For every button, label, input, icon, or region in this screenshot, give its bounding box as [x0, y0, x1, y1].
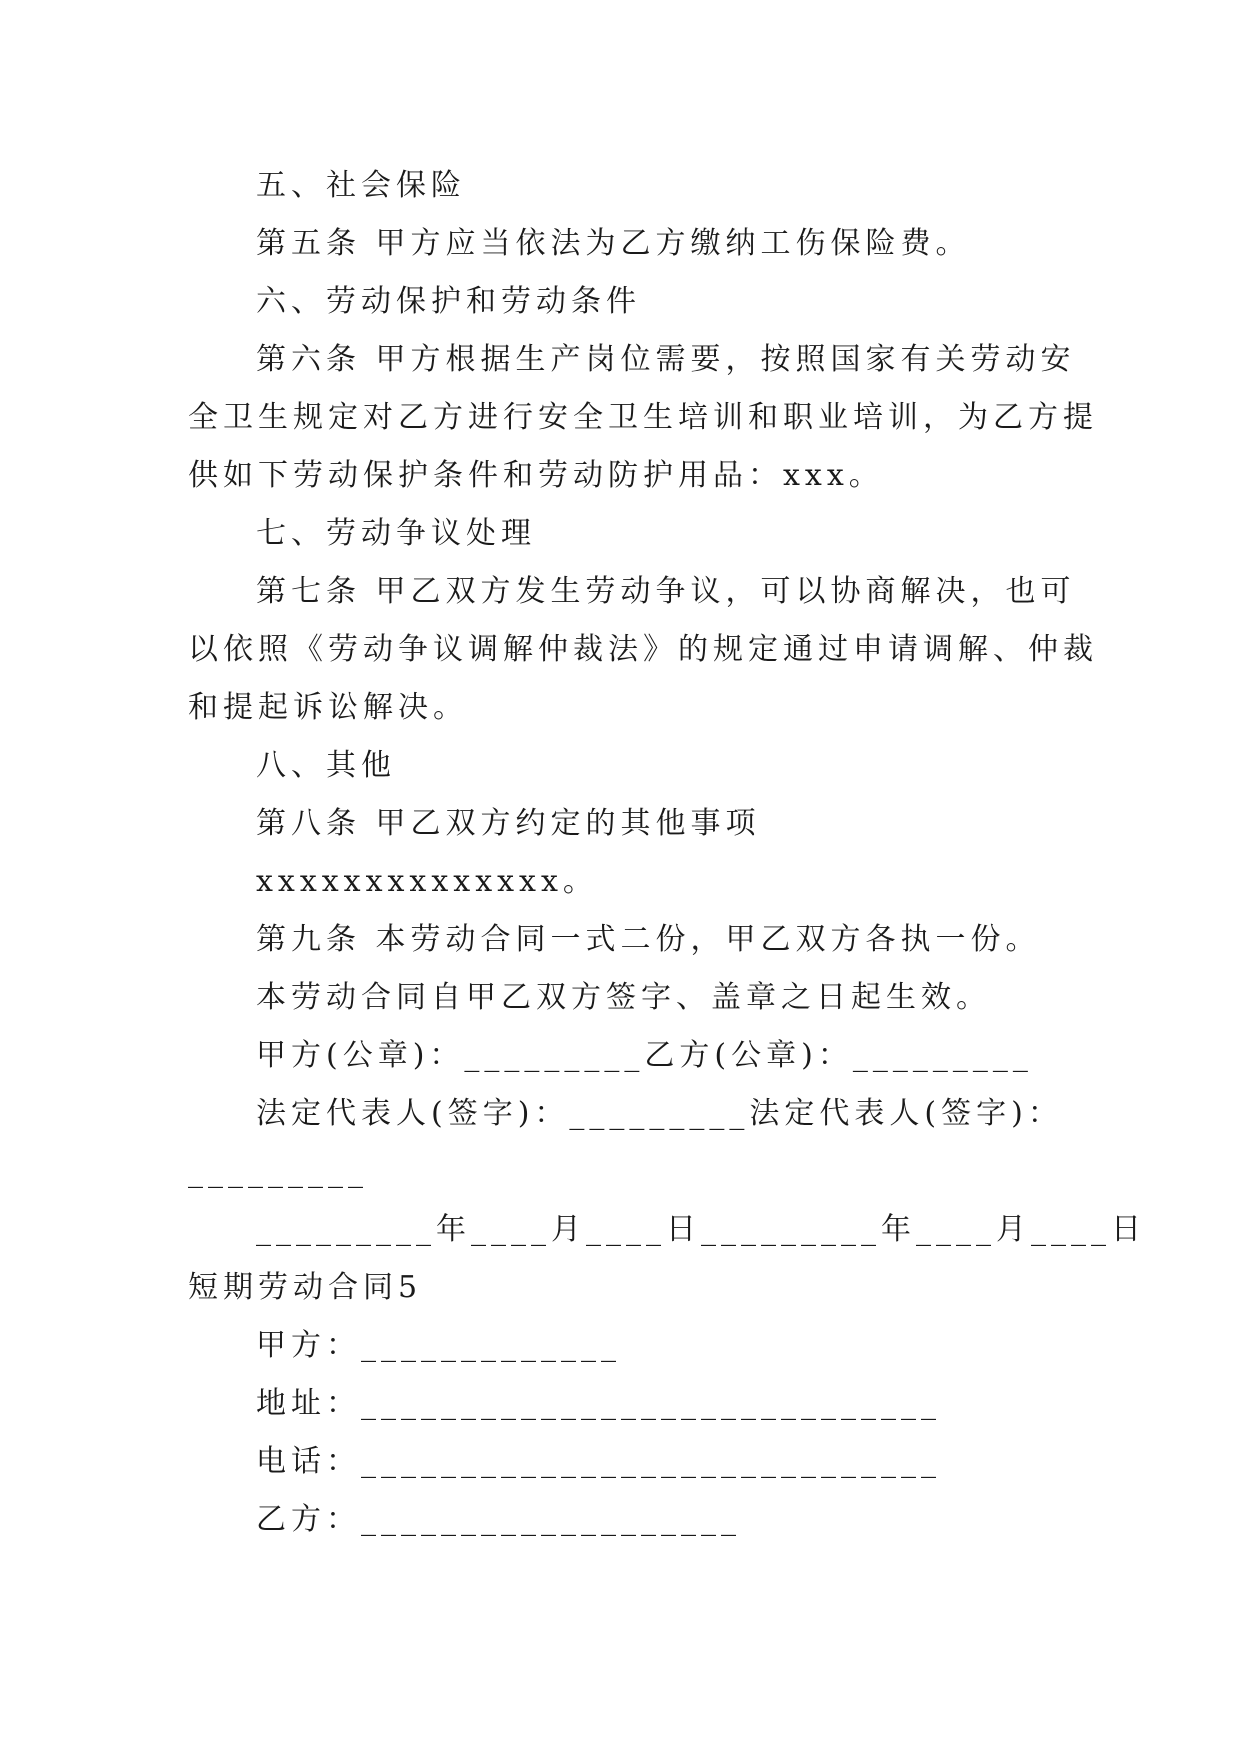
article-7-line-3: 和提起诉讼解决。	[188, 690, 468, 725]
section-heading-social-insurance: 五、社会保险	[256, 168, 466, 203]
party-b-field: 乙方：___________________	[256, 1502, 741, 1537]
effective-clause: 本劳动合同自甲乙双方签字、盖章之日起生效。	[256, 980, 991, 1015]
phone-field: 电话：_____________________________	[256, 1444, 941, 1479]
representative-signature-blank: _________	[188, 1154, 368, 1189]
article-7-line-2: 以依照《劳动争议调解仲裁法》的规定通过申请调解、仲裁	[188, 632, 1098, 667]
article-6-line-1: 第六条 甲方根据生产岗位需要，按照国家有关劳动安	[256, 342, 1076, 377]
seal-signature-line: 甲方(公章)：_________乙方(公章)：_________	[256, 1038, 1033, 1073]
party-a-field: 甲方：_____________	[256, 1328, 621, 1363]
section-heading-other: 八、其他	[256, 748, 396, 783]
article-8-content: xxxxxxxxxxxxxx。	[256, 864, 598, 899]
article-6-line-3: 供如下劳动保护条件和劳动防护用品：xxx。	[188, 458, 884, 493]
contract-title: 短期劳动合同5	[188, 1270, 423, 1305]
section-heading-labor-dispute: 七、劳动争议处理	[256, 516, 536, 551]
article-5: 第五条 甲方应当依法为乙方缴纳工伤保险费。	[256, 226, 971, 261]
article-6-line-2: 全卫生规定对乙方进行安全卫生培训和职业培训，为乙方提	[188, 400, 1098, 435]
date-line: _________年____月____日_________年____月____日	[256, 1212, 1146, 1247]
section-heading-labor-protection: 六、劳动保护和劳动条件	[256, 284, 641, 319]
article-7-line-1: 第七条 甲乙双方发生劳动争议，可以协商解决，也可	[256, 574, 1076, 609]
representative-signature-line: 法定代表人(签字)：_________法定代表人(签字)：	[256, 1096, 1063, 1131]
address-field: 地址：_____________________________	[256, 1386, 941, 1421]
article-9: 第九条 本劳动合同一式二份，甲乙双方各执一份。	[256, 922, 1041, 957]
article-8: 第八条 甲乙双方约定的其他事项	[256, 806, 761, 841]
